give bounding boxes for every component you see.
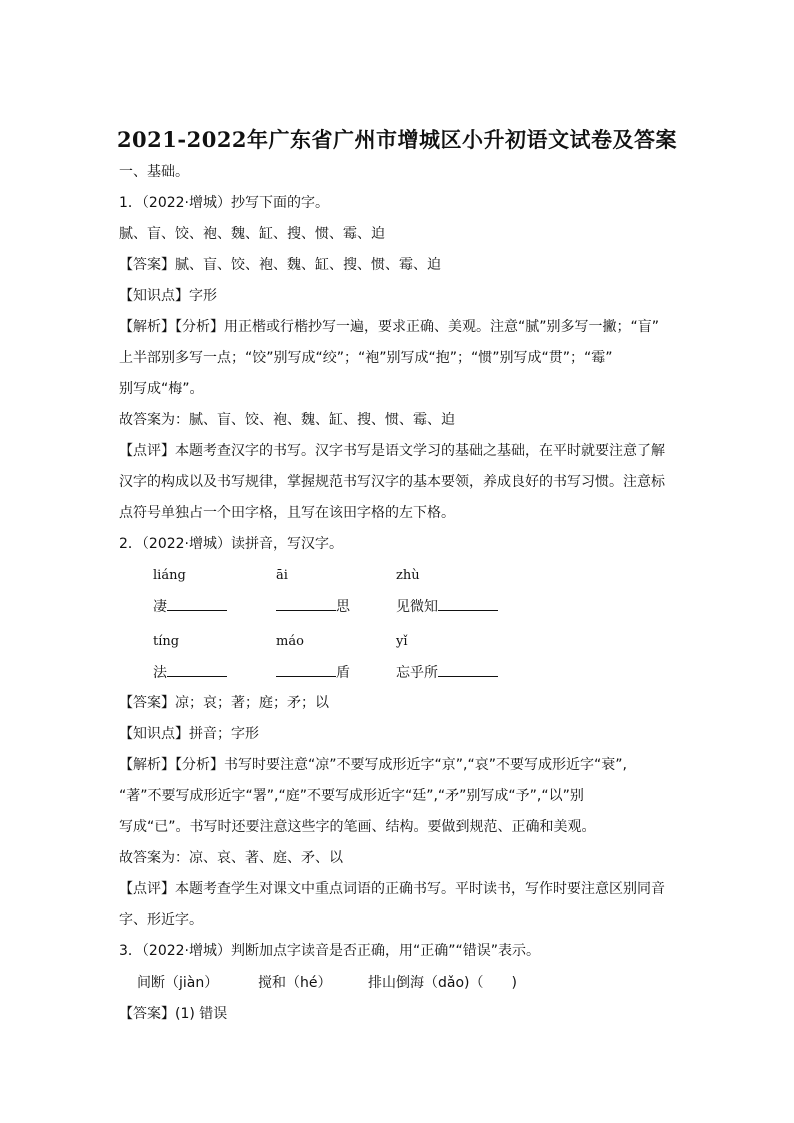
q2-question: 2．（2022·增城）读拼音，写汉字。 xyxy=(119,536,343,552)
q1-analysis-line3: 别写成“梅”。 xyxy=(119,381,204,397)
q1-comment-line3: 点符号单独占一个田字格，且写在该田字格的左下格。 xyxy=(119,505,455,521)
q2-pinyin: zhù xyxy=(396,568,420,583)
q1-knowledge: 【知识点】字形 xyxy=(119,288,217,304)
q2-fill-blank: 忘乎所 xyxy=(396,662,498,683)
q3-item: 搅和（hé） xyxy=(258,975,332,991)
q2-final-answer: 故答案为：凉、哀、著、庭、矛、以 xyxy=(119,850,343,866)
answer-blank[interactable] xyxy=(167,662,227,677)
q1-comment-line1: 【点评】本题考查汉字的书写。汉字书写是语文学习的基础之基础，在平时就要注意了解 xyxy=(119,443,665,459)
q2-pinyin: máo xyxy=(276,634,304,649)
q2-analysis-line2: “著”不要写成形近字“署”,“庭”不要写成形近字“廷”,“矛”别写成“予”,“以”别 xyxy=(119,788,584,804)
q2-fill-blank: 凄 xyxy=(153,596,227,617)
q1-answer: 【答案】腻、盲、饺、袍、魏、缸、搜、惯、霉、迫 xyxy=(119,257,441,273)
q3-answer: 【答案】(1) 错误 xyxy=(119,1006,228,1022)
q1-question: 1．（2022·增城）抄写下面的字。 xyxy=(119,195,329,211)
section-heading: 一、基础。 xyxy=(119,164,189,180)
answer-blank[interactable] xyxy=(276,662,336,677)
q2-pinyin: tíng xyxy=(153,634,180,649)
q2-fill-blank: 思 xyxy=(276,596,350,617)
q3-item: 间断（jiàn） xyxy=(137,975,219,991)
q2-answer: 【答案】凉；哀；著；庭；矛；以 xyxy=(119,695,329,711)
q2-pinyin: liáng xyxy=(153,568,186,583)
answer-blank[interactable] xyxy=(167,596,227,611)
q1-final-answer: 故答案为：腻、盲、饺、袍、魏、缸、搜、惯、霉、迫 xyxy=(119,412,455,428)
q3-question: 3．（2022·增城）判断加点字读音是否正确，用“正确”“错误”表示。 xyxy=(119,943,540,959)
q2-comment-line1: 【点评】本题考查学生对课文中重点词语的正确书写。平时读书，写作时要注意区别同音 xyxy=(119,881,665,897)
answer-blank[interactable] xyxy=(276,596,336,611)
q1-analysis-line2: 上半部别多写一点；“饺”别写成“绞”；“袍”别写成“抱”；“惯”别写成“贯”；“霉” xyxy=(119,350,613,366)
q2-fill-blank: 法 xyxy=(153,662,227,683)
q2-comment-line2: 字、形近字。 xyxy=(119,912,203,928)
page-title: 2021-2022年广东省广州市增城区小升初语文试卷及答案 xyxy=(116,127,678,152)
q2-pinyin: yǐ xyxy=(396,634,408,649)
answer-blank[interactable] xyxy=(438,596,498,611)
q2-fill-blank: 盾 xyxy=(276,662,350,683)
q1-analysis-line1: 【解析】【分析】用正楷或行楷抄写一遍，要求正确、美观。注意“腻”别多写一撇；“盲” xyxy=(119,319,660,335)
q2-fill-blank: 见微知 xyxy=(396,596,498,617)
q2-analysis-line1: 【解析】【分析】书写时要注意“凉”不要写成形近字“京”,“哀”不要写成形近字“衰”, xyxy=(119,757,627,773)
q1-characters: 腻、盲、饺、袍、魏、缸、搜、惯、霉、迫 xyxy=(119,226,385,242)
q3-item: 排山倒海（dǎo)（ ) xyxy=(368,975,517,991)
q2-pinyin: āi xyxy=(276,568,288,583)
answer-blank[interactable] xyxy=(438,662,498,677)
q2-knowledge: 【知识点】拼音；字形 xyxy=(119,726,259,742)
q2-analysis-line3: 写成“已”。书写时还要注意这些字的笔画、结构。要做到规范、正确和美观。 xyxy=(119,819,596,835)
q1-comment-line2: 汉字的构成以及书写规律，掌握规范书写汉字的基本要领，养成良好的书写习惯。注意标 xyxy=(119,474,665,490)
